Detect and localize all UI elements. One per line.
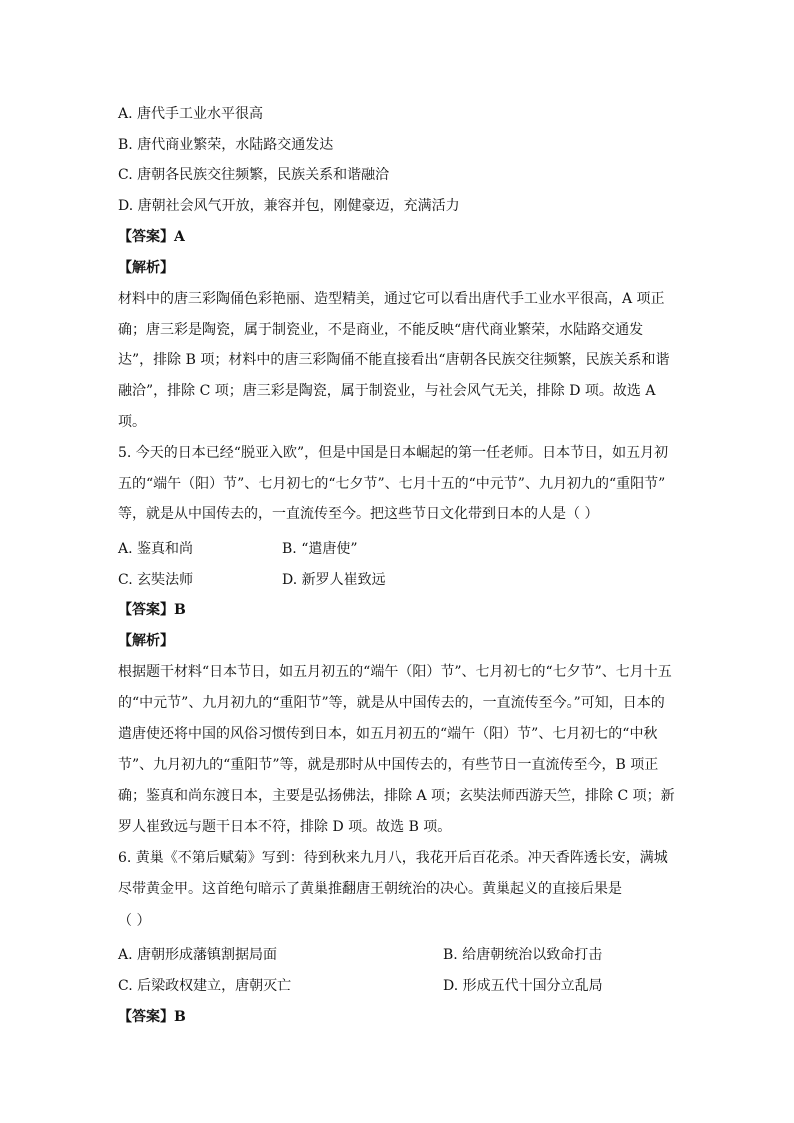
- q6-option-c: C. 后梁政权建立，唐朝灭亡: [118, 978, 292, 994]
- q6-option-b: B. 给唐朝统治以致命打击: [443, 947, 603, 963]
- q5-answer: 【答案】B: [118, 602, 186, 618]
- q4-answer: 【答案】A: [118, 229, 185, 245]
- q5-analysis-line: 罗人崔致远与题干日本不符，排除 D 项。故选 B 项。: [118, 819, 452, 835]
- q5-analysis-line: 的“中元节”、九月初九的“重阳节”等，就是从中国传去的，一直流传至今。”可知，日本的: [118, 695, 665, 711]
- q6-option-d: D. 形成五代十国分立乱局: [443, 978, 603, 994]
- q5-stem-line: 5. 今天的日本已经“脱亚入欧”，但是中国是日本崛起的第一任老师。日本节日，如五月初: [118, 445, 669, 461]
- q5-analysis-label: 【解析】: [118, 633, 174, 649]
- q5-analysis-line: 节”、九月初九的“重阳节”等，就是那时从中国传去的，有些节日一直流传至今，B 项正: [118, 757, 659, 773]
- q5-analysis-line: 根据题干材料“日本节日，如五月初五的“端午（阳）节”、七月初七的“七夕节”、七月十五: [118, 664, 672, 680]
- q5-option-d: D. 新罗人崔致远: [282, 572, 386, 588]
- q4-option-b: B. 唐代商业繁荣，水陆路交通发达: [118, 137, 334, 153]
- q6-stem-line: 尽带黄金甲。这首绝句暗示了黄巢推翻唐王朝统治的决心。黄巢起义的直接后果是: [118, 881, 622, 897]
- q5-analysis-line: 遣唐使还将中国的风俗习惯传到日本，如五月初五的“端午（阳）节”、七月初七的“中秋: [118, 726, 658, 742]
- q4-analysis-line: 确；唐三彩是陶瓷，属于制瓷业，不是商业，不能反映“唐代商业繁荣，水陆路交通发: [118, 322, 644, 338]
- q4-analysis-line: 达”，排除 B 项；材料中的唐三彩陶俑不能直接看出“唐朝各民族交往频繁，民族关系和谐: [118, 352, 670, 368]
- q4-analysis-line: 材料中的唐三彩陶俑色彩艳丽、造型精美，通过它可以看出唐代手工业水平很高，A 项正: [118, 291, 665, 307]
- q4-option-d: D. 唐朝社会风气开放，兼容并包，刚健豪迈，充满活力: [118, 198, 460, 214]
- q5-analysis-line: 确；鉴真和尚东渡日本，主要是弘扬佛法，排除 A 项；玄奘法师西游天竺，排除 C 项；新: [118, 788, 675, 804]
- q6-stem-line: 6. 黄巢《不第后赋菊》写到：待到秋来九月八，我花开后百花杀。冲天香阵透长安，满城: [118, 850, 668, 866]
- q4-analysis-line: 融洽”，排除 C 项；唐三彩是陶瓷，属于制瓷业，与社会风气无关，排除 D 项。故选 A: [118, 383, 656, 399]
- q4-analysis-line: 项。: [118, 414, 146, 430]
- q5-stem-line: 五的“端午（阳）节”、七月初七的“七夕节”、七月十五的“中元节”、九月初九的“重阳节”: [118, 476, 666, 492]
- q4-option-c: C. 唐朝各民族交往频繁，民族关系和谐融洽: [118, 167, 390, 183]
- q4-analysis-label: 【解析】: [118, 260, 174, 276]
- q5-stem-line: 等，就是从中国传去的，一直流传至今。把这些节日文化带到日本的人是（ ）: [118, 506, 599, 522]
- q5-option-a: A. 鉴真和尚: [118, 541, 194, 557]
- q5-option-c: C. 玄奘法师: [118, 572, 194, 588]
- q6-answer: 【答案】B: [118, 1009, 186, 1025]
- q6-option-a: A. 唐朝形成藩镇割据局面: [118, 947, 278, 963]
- q4-option-a: A. 唐代手工业水平很高: [118, 106, 264, 122]
- q5-option-b: B. “遣唐使”: [282, 541, 358, 557]
- q6-stem-line: （ ）: [118, 913, 151, 929]
